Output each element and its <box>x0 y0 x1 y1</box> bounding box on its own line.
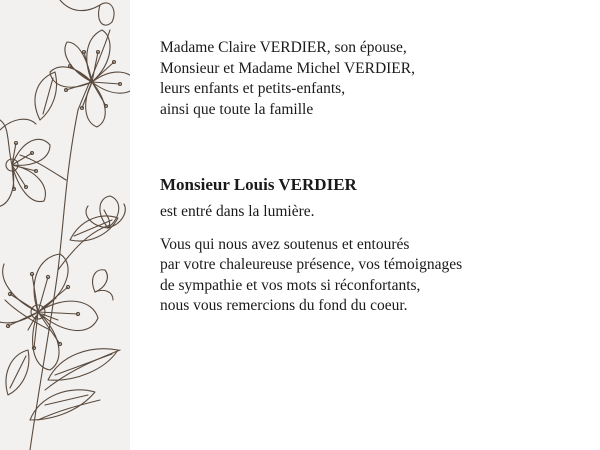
thanks-line-1: Vous qui nous avez soutenus et entourés <box>160 235 410 253</box>
family-line-3: leurs enfants et petits-enfants, <box>160 80 346 97</box>
text-column <box>160 38 580 317</box>
floral-illustration-panel <box>0 0 130 450</box>
family-line-2: Monsieur et Madame Michel VERDIER, <box>160 59 415 77</box>
family-block <box>160 38 580 120</box>
thanks-line-2: par votre chaleureuse présence, vos témoignages <box>160 256 463 273</box>
deceased-name: Monsieur Louis VERDIER <box>160 175 357 194</box>
thanks-block <box>160 235 580 317</box>
floral-line-art-icon <box>0 0 130 450</box>
family-line-1: Madame Claire VERDIER, son épouse, <box>160 39 407 56</box>
thanks-line-3: de sympathie et vos mots si réconfortants, <box>160 276 421 294</box>
thanks-line-4: nous vous remercions du fond du coeur. <box>160 297 408 314</box>
family-line-4: ainsi que toute la famille <box>160 100 314 118</box>
announcement-line: est entré dans la lumière. <box>160 203 315 220</box>
